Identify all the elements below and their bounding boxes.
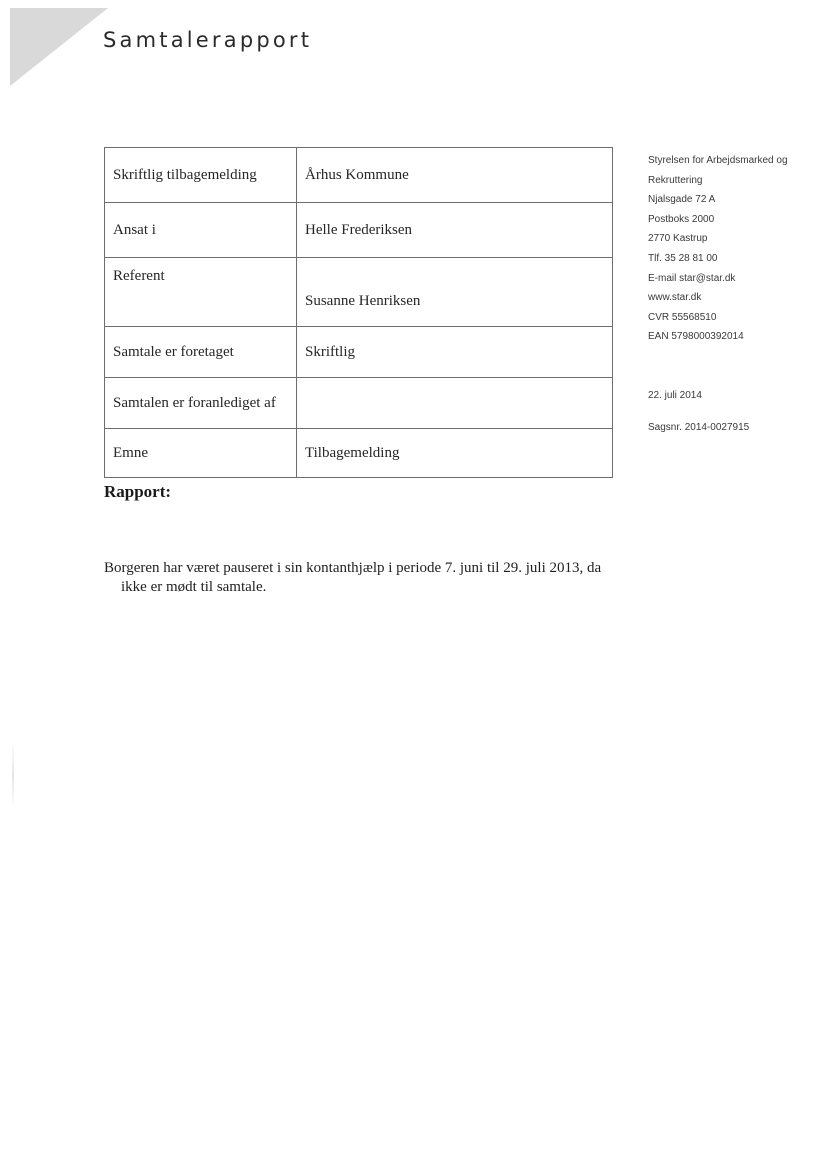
table-row (105, 327, 613, 378)
row-label-foranlediget: Samtalen er foranlediget af (105, 378, 297, 429)
sender-email: E-mail star@star.dk (648, 272, 736, 284)
table-row (105, 148, 613, 203)
case-number: Sagsnr. 2014-0027915 (648, 422, 750, 433)
row-value-kommune: Århus Kommune (297, 148, 613, 203)
sender-org-line-1: Styrelsen for Arbejdsmarked og (648, 155, 788, 166)
sender-address-block (648, 151, 826, 347)
corner-triangle-mark (0, 0, 110, 90)
report-body (104, 559, 619, 597)
report-line-1: Borgeren har været pauseret i sin kontanthjælp i periode 7. juni til 29. juli 2013, da (104, 560, 602, 576)
scan-artifact (12, 740, 14, 810)
table-row (105, 378, 613, 429)
table-row (105, 429, 613, 478)
table-row (105, 203, 613, 258)
sender-po-box: Postboks 2000 (648, 213, 715, 225)
sender-website: www.star.dk (648, 292, 702, 304)
sender-phone: Tlf. 35 28 81 00 (648, 252, 718, 264)
report-heading: Rapport: (104, 482, 172, 501)
row-value-ansat: Helle Frederiksen (297, 203, 613, 258)
sender-cvr: CVR 55568510 (648, 311, 717, 323)
row-value-referent: Susanne Henriksen (297, 258, 613, 327)
row-label-referent: Referent (105, 258, 297, 327)
report-line-2: ikke er mødt til samtale. (121, 579, 267, 595)
case-info-table (104, 147, 613, 478)
row-label-samtale-foretaget: Samtale er foretaget (105, 327, 297, 378)
sender-postal-city: 2770 Kastrup (648, 233, 708, 245)
document-title: Samtalerapport (103, 28, 313, 52)
sender-org-line-2: Rekruttering (648, 174, 703, 186)
row-label-emne: Emne (105, 429, 297, 478)
row-label-ansat-i: Ansat i (105, 203, 297, 258)
row-value-emne: Tilbagemelding (297, 429, 613, 478)
row-value-foranlediget (297, 378, 613, 429)
sender-ean: EAN 5798000392014 (648, 331, 744, 343)
row-label-skriftlig-tilbagemelding: Skriftlig tilbagemelding (105, 148, 297, 203)
table-row (105, 258, 613, 327)
sender-street: Njalsgade 72 A (648, 194, 716, 206)
document-date: 22. juli 2014 (648, 390, 702, 401)
row-value-samtale-form: Skriftlig (297, 327, 613, 378)
